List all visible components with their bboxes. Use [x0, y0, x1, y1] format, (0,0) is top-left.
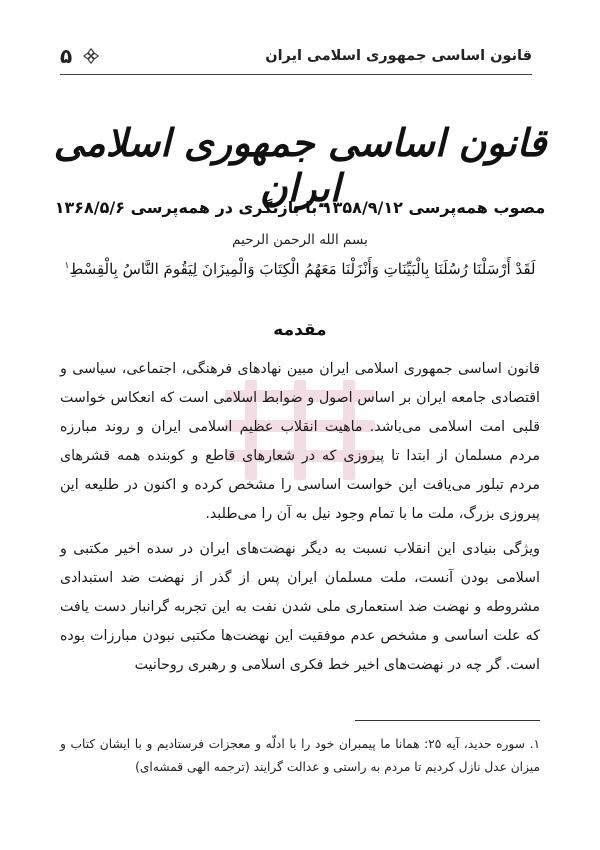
footnote: ۱. سوره حدید، آیه ۲۵: همانا ما پیمبران خود را با ادلّه و معجزات فرستادیم و با ایشان کتاب و میزان عدل نازل کردیم تا مردم به راستی و عدالت گرایند (ترجمه الهی قمشه‌ای) — [60, 737, 540, 774]
footnote-divider — [355, 720, 540, 721]
verse-text: لَقَدْ أَرْسَلْنَا رُسُلَنَا بِالْبَيِّنَاتِ وَأَنْزَلْنَا مَعَهُمُ الْكِتَابَ وَالْمِيزَانَ لِيَقُومَ النَّاسُ بِالْقِسْطِ — [69, 260, 536, 278]
main-title: قانون اساسی جمهوری اسلامی ایران — [53, 120, 547, 210]
footnote-mark[interactable]: ۱ — [64, 261, 70, 271]
paragraph-1: قانون اساسی جمهوری اسلامی ایران مبین نهادهای فرهنگی، اجتماعی، سیاسی و اقتصادی جامعه ایران بر اساس اصول و ضوابط اسلامی است که انعکاس خواست قلبی امت اسلامی می‌باشد. ماهیت انقلاب عظیم اسلامی ایران و روند مبارزه مردم مسلمان از ابتدا تا پیروزی که در شعارهای قاطع و کوبنده همه قشرهای مردم تبلور می‌یافت این خواست اساسی را مشخص کرده و اکنون در طلیعه این پیروزی بزرگ، ملت ما با تمام وجود نیل به آن را می‌طلبد. — [60, 361, 540, 522]
header-left-group — [60, 44, 100, 68]
section-heading: مقدمه — [273, 320, 327, 340]
subtitle: مصوب همه‌پرسی ۱۳۵۸/۹/۱۲ با بازنگری در همه‌پرسی ۱۳۶۸/۵/۶ — [54, 198, 546, 217]
bismillah: بسم الله الرحمن الرحیم — [232, 232, 368, 248]
running-title: قانون اساسی جمهوری اسلامی ایران — [265, 48, 532, 64]
paragraph-2: ویژگی بنیادی این انقلاب نسبت به دیگر نهضت‌های ایران در سده اخیر مکتبی و اسلامی بودن آنست، ملت مسلمان ایران پس از گذر از نهضت ضد استبدادی مشروطه و نهضت ضد استعماری ملی شدن نفت به این تجربه گرانبار دست یافت که علت اساسی و مشخص عدم موفقیت این نهضت‌ها مکتبی نبودن مبارزات بوده است. گر چه در نهضت‌های اخیر خط فکری اسلامی و رهبری روحانیت — [60, 541, 540, 673]
quran-verse — [52, 260, 548, 278]
running-header — [60, 38, 532, 75]
ornament-diamond-icon — [82, 47, 100, 65]
page-number: ۵ — [60, 44, 73, 68]
